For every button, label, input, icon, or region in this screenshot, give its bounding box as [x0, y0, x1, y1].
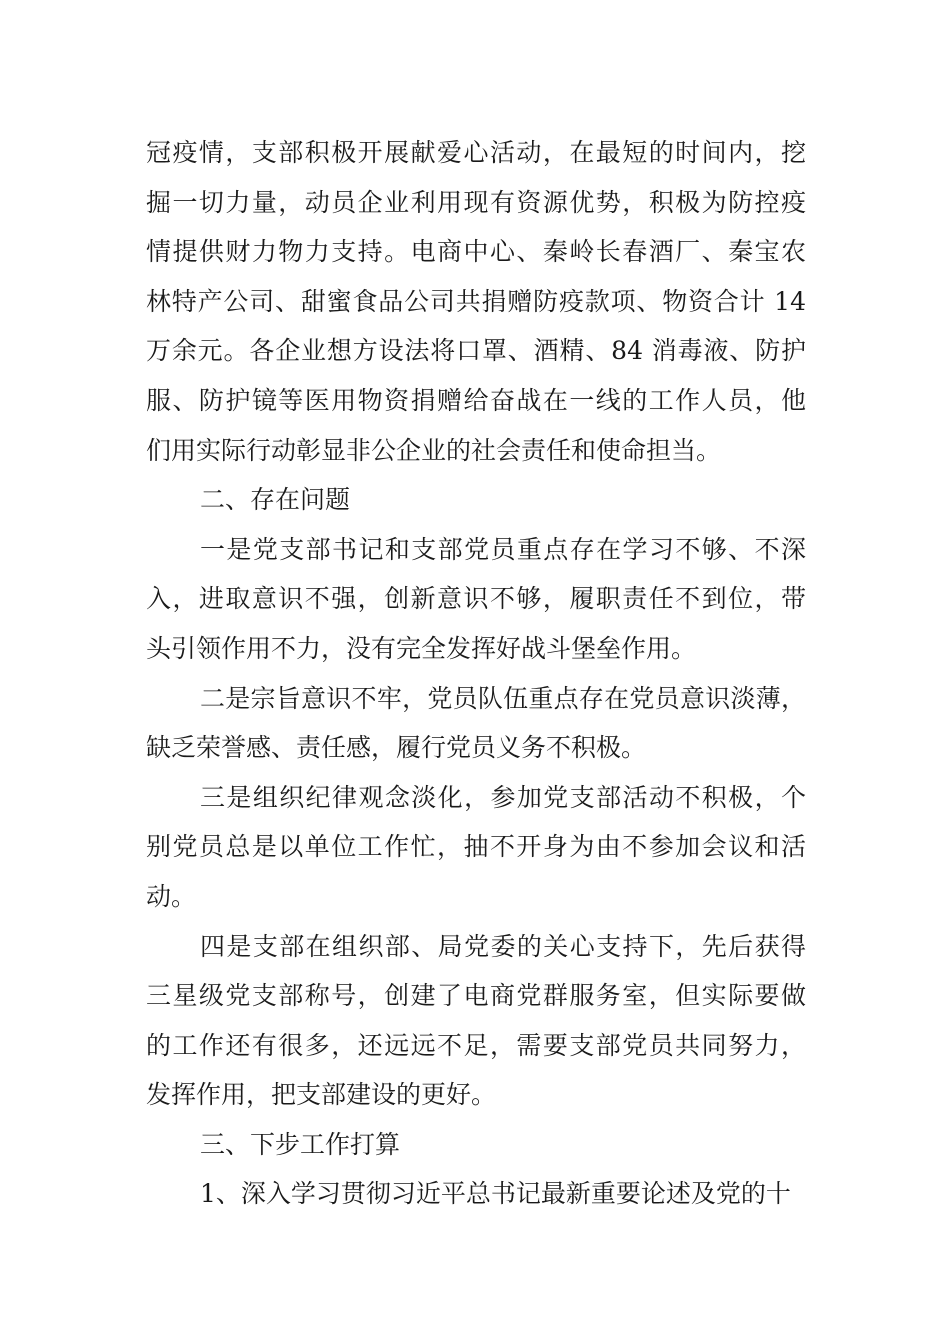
body-line: 情提供财力物力支持。电商中心、秦岭长春酒厂、秦宝农	[146, 237, 806, 267]
paragraph-first-line: 二是宗旨意识不牢，党员队伍重点存在党员意识淡薄，	[200, 683, 806, 713]
paragraph-first-line: 三是组织纪律观念淡化，参加党支部活动不积极，个	[200, 782, 806, 812]
body-line: 的工作还有很多，还远远不足，需要支部党员共同努力，	[146, 1030, 806, 1060]
body-line: 缺乏荣誉感、责任感，履行党员义务不积极。	[146, 733, 647, 763]
paragraph-first-line: 1、深入学习贯彻习近平总书记最新重要论述及党的十	[200, 1179, 791, 1209]
body-line: 们用实际行动彰显非公企业的社会责任和使命担当。	[146, 435, 722, 465]
body-line: 万余元。各企业想方设法将口罩、酒精、84 消毒液、防护	[146, 336, 806, 366]
body-line: 头引领作用不力，没有完全发挥好战斗堡垒作用。	[146, 633, 697, 663]
body-line: 别党员总是以单位工作忙，抽不开身为由不参加会议和活	[146, 832, 806, 862]
document-body	[146, 128, 806, 1219]
paragraph-first-line: 四是支部在组织部、局党委的关心支持下，先后获得	[200, 931, 806, 961]
body-line: 入，进取意识不强，创新意识不够，履职责任不到位，带	[146, 584, 806, 614]
section-heading-problems: 二、存在问题	[200, 485, 351, 515]
body-line: 三星级党支部称号，创建了电商党群服务室，但实际要做	[146, 981, 806, 1011]
body-line: 掘一切力量，动员企业利用现有资源优势，积极为防控疫	[146, 187, 806, 217]
body-line: 林特产公司、甜蜜食品公司共捐赠防疫款项、物资合计 14	[146, 286, 806, 316]
body-line: 动。	[146, 881, 197, 911]
body-line: 冠疫情，支部积极开展献爱心活动，在最短的时间内，挖	[146, 138, 806, 167]
paragraph-first-line: 一是党支部书记和支部党员重点存在学习不够、不深	[200, 534, 806, 564]
body-line: 发挥作用，把支部建设的更好。	[146, 1080, 497, 1110]
section-heading-next-steps: 三、下步工作打算	[200, 1129, 401, 1159]
body-line: 服、防护镜等医用物资捐赠给奋战在一线的工作人员，他	[146, 385, 806, 415]
